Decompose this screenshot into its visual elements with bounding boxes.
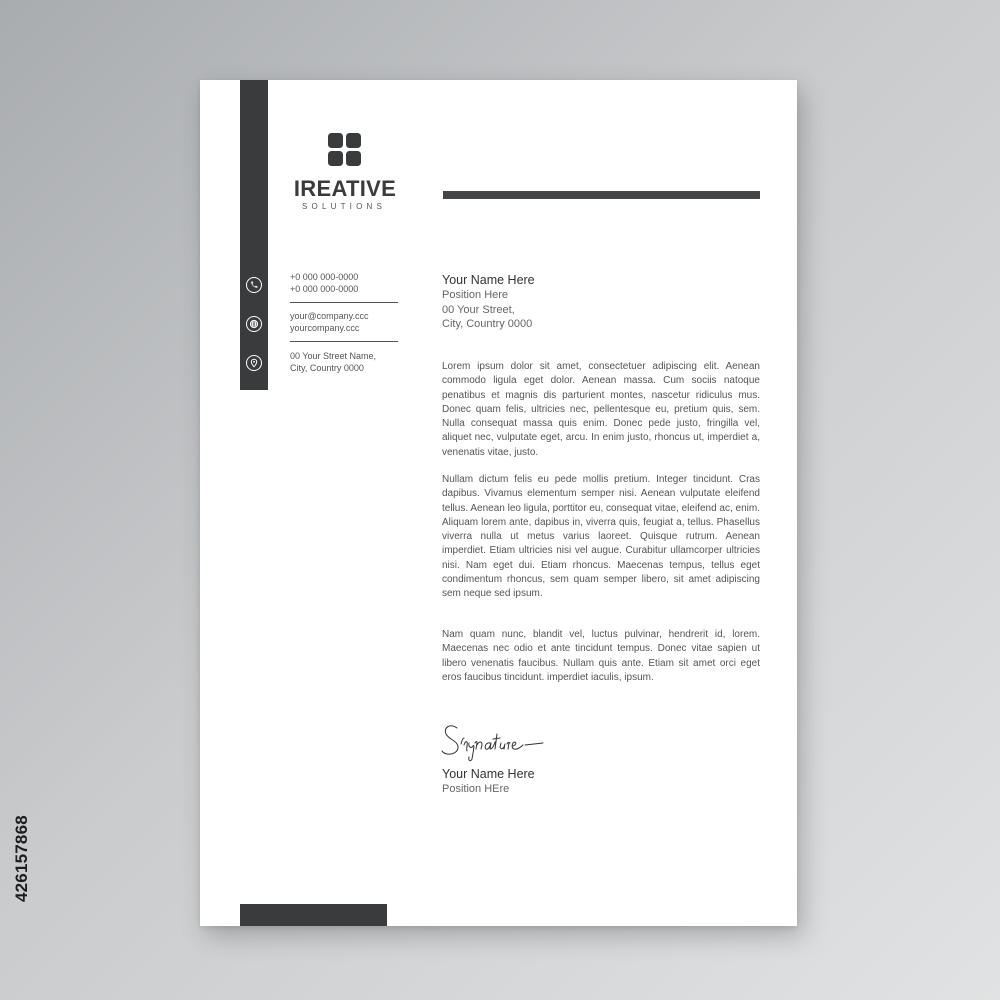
contact-divider xyxy=(290,341,398,342)
contact-email: your@company.ccc xyxy=(290,311,369,321)
contact-address-line-1: 00 Your Street Name, xyxy=(290,351,377,361)
recipient-position: Position Here xyxy=(442,289,509,301)
contact-website: yourcompany.ccc xyxy=(290,323,360,333)
phone-icon xyxy=(246,277,262,293)
letterhead-page xyxy=(200,80,797,926)
contact-phone-2: +0 000 000-0000 xyxy=(290,284,359,294)
stock-id-text: 426157868 xyxy=(12,815,31,902)
logo-mark-icon xyxy=(328,133,361,166)
recipient-street: 00 Your Street, xyxy=(442,303,515,316)
recipient-name: Your Name Here xyxy=(442,273,535,287)
sidebar-bar xyxy=(240,80,268,390)
signature-image xyxy=(439,718,551,762)
contact-phone-1: +0 000 000-0000 xyxy=(290,272,359,282)
contact-divider xyxy=(290,302,398,303)
footer-bar xyxy=(240,904,387,926)
brand-name: IREATIVE xyxy=(293,176,397,201)
stock-id-label xyxy=(10,765,30,905)
body-paragraph-3: Nam quam nunc, blandit vel, luctus pulvinar, hendrerit id, lorem. Maecenas nec odio et ante tincidunt tempus. Donec vitae sapien ut libero venenatis faucibus. Nullam quis ante. Etiam sit amet orci eget eros faucibus tincidunt. imperdiet iaculis, ipsum. xyxy=(442,629,760,683)
signer-position: Position HEre xyxy=(442,783,510,795)
location-pin-icon xyxy=(246,355,262,371)
contact-address-line-2: City, Country 0000 xyxy=(290,363,364,373)
globe-icon xyxy=(246,316,262,332)
signer-name: Your Name Here xyxy=(442,767,535,781)
brand-tagline: SOLUTIONS xyxy=(301,202,387,211)
body-paragraph-2: Nullam dictum felis eu pede mollis pretium. Integer tincidunt. Cras dapibus. Vivamus elementum semper nisi. Aenean vulputate eleifend tellus. Aenean leo ligula, porttitor eu, consequat vitae, eleifend ac, enim. Aliquam lorem ante, dapibus in, viverra quis, feugiat a, tellus. Phasellus viverra nulla ut metus varius laoreet. Quisque rutrum. Aenean imperdiet. Etiam ultricies nisi vel augue. Curabitur ullamcorper ultricies nisi. Nam eget dui. Etiam rhoncus. Maecenas tempus, tellus eget condimentum rhoncus, sem quam semper libero, sit amet adipiscing sem neque sed ipsum. xyxy=(442,474,760,600)
body-paragraph-1: Lorem ipsum dolor sit amet, consectetuer adipiscing elit. Aenean commodo ligula eget dolor. Aenean massa. Cum sociis natoque penatibus et magnis dis parturient montes, nascetur ridiculus mus. Donec quam felis, ultricies nec, pellentesque eu, pretium quis, sem. Nulla consequat massa quis enim. Donec pede justo, fringilla vel, aliquet nec, vulputate eget, arcu. In enim justo, rhoncus ut, imperdiet a, venenatis vitae, justo. xyxy=(442,361,760,458)
recipient-block xyxy=(442,272,535,332)
header-rule xyxy=(443,191,760,199)
recipient-city: City, Country 0000 xyxy=(442,318,533,330)
